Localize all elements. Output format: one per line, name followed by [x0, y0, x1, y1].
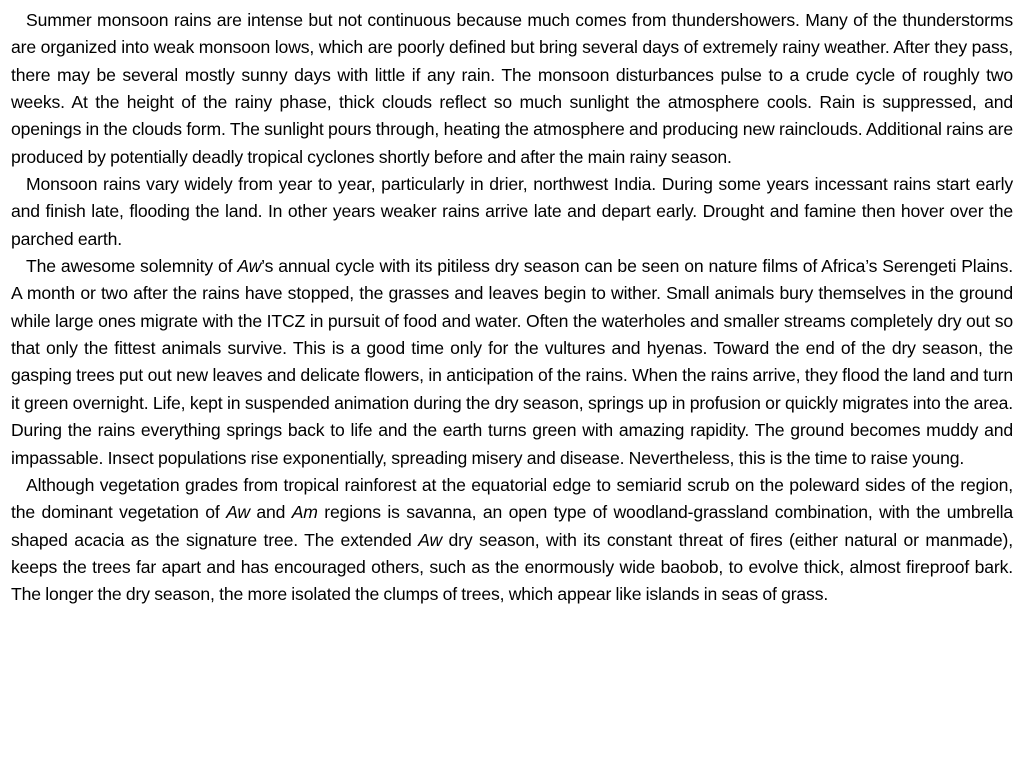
- paragraph-summer-monsoon-rains: [11, 7, 1013, 171]
- climate-code-italic: Aw: [226, 502, 250, 523]
- paragraph-monsoon-variability: [11, 171, 1013, 253]
- paragraph-aw-annual-cycle: [11, 253, 1013, 472]
- paragraph-text: Monsoon rains vary widely from year to year, particularly in drier, northwest India. During some years incessant rains start early and finish late, flooding the land. In other years weaker rains arrive late and depart early. Drought and famine then hover over the parched earth.: [11, 174, 1013, 249]
- paragraph-text: The awesome solemnity of: [26, 256, 238, 277]
- paragraph-text: dry season, with its constant threat of fires (either natural or manmade), keeps the trees far apart and has encouraged others, such as the enormously wide baobob, to evolve thick, almost fireproof bark. The longer the dry season, the more isolated the clumps of trees, which appear like islands in seas of grass.: [11, 529, 1014, 605]
- climate-code-italic: Aw: [237, 256, 262, 277]
- paragraph-savanna-vegetation: [11, 472, 1013, 609]
- climate-code-italic: Aw: [418, 529, 442, 550]
- paragraph-text: ’s annual cycle with its pitiless dry season can be seen on nature films of Africa’s Serengeti Plains. A month or two after the rains have stopped, the grasses and leaves begin to wither. Small animals bury themselves in the ground while large ones migrate with the ITCZ in pursuit of food and water. Often the waterholes and smaller streams completely dry out so that only the fittest animals survive. This is a good time only for the vultures and hyenas. Toward the end of the dry season, the gasping trees put out new leaves and delicate flowers, in anticipation of the rains. When the rains arrive, they flood the land and turn it green overnight. Life, kept in suspended animation during the dry season, springs up in profusion or quickly migrates into the area. During the rains everything springs back to life and the earth turns green with amazing rapidity. The ground becomes muddy and impassable. Insect populations rise exponentially, spreading misery and disease. Nevertheless, this is the time to raise young.: [11, 256, 1013, 468]
- paragraph-text: and: [249, 502, 292, 523]
- paragraph-text: Although vegetation grades from tropical rainforest at the equatorial edge to semiarid scrub on the poleward sides of the region, the dominant vegetation of: [11, 474, 1013, 523]
- climate-code-italic: Am: [291, 502, 318, 523]
- paragraph-text: Summer monsoon rains are intense but not continuous because much comes from thundershowers. Many of the thunderstorms are organized into weak monsoon lows, which are poorly defined but bring several days of extremely rainy weather. After they pass, there may be several mostly sunny days with little if any rain. The monsoon disturbances pulse to a crude cycle of roughly two weeks. At the height of the rainy phase, thick clouds reflect so much sunlight the atmosphere cools. Rain is suppressed, and openings in the clouds form. The sunlight pours through, heating the atmosphere and producing new rainclouds. Additional rains are produced by potentially deadly tropical cyclones shortly before and after the main rainy season.: [11, 10, 1013, 167]
- paragraph-text: regions is savanna, an open type of woodland-grassland combination, with the umbrella shaped acacia as the signature tree. The extended: [11, 502, 1013, 550]
